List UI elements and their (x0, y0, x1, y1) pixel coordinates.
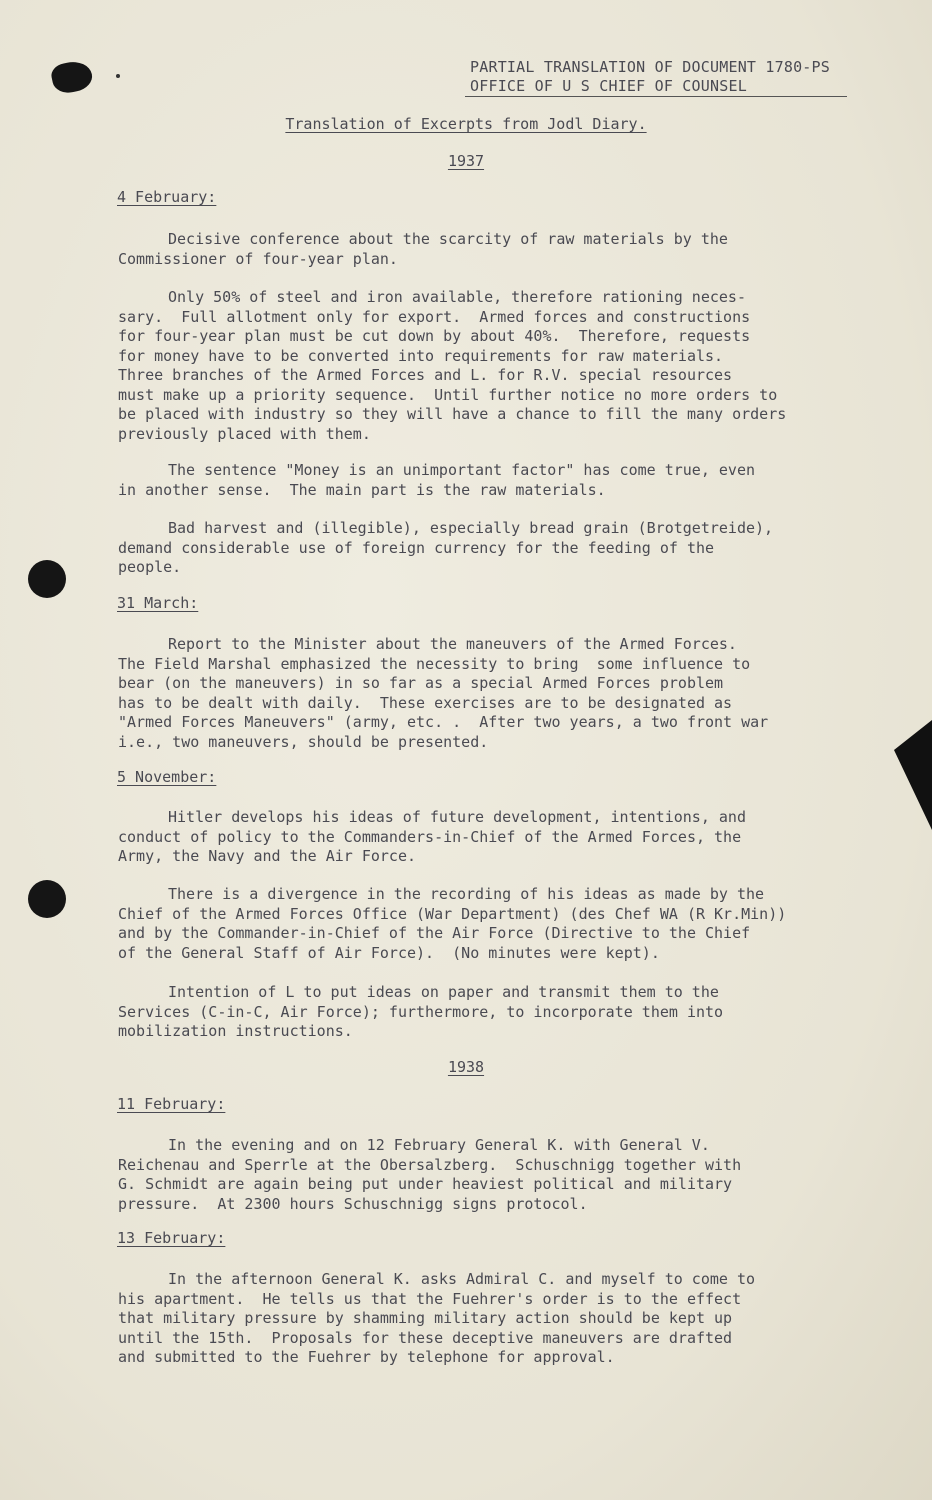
entry-paragraph: Report to the Minister about the maneuvers of the Armed Forces. The Field Marshal emphasized the necessity to bring some influence to bear (on the maneuvers) in so far as a special Armed Forces problem has to be dealt with daily. These exercises are to be designated as "Armed Forces Maneuvers" (army, etc. . After two years, a two front war i.e., two maneuvers, should be presented. (118, 635, 769, 751)
entry-paragraph: Decisive conference about the scarcity of raw materials by the Commissioner of four-year plan. (118, 230, 728, 268)
entry-date-4-february (117, 188, 216, 206)
entry-paragraph: Only 50% of steel and iron available, therefore rationing neces- sary. Full allotment only for export. Armed forces and constructions for four-year plan must be cut down by about 40%. Therefore, requests for money have to be converted into requirements for raw materials. Three branches of the Armed Forces and L. for R.V. special resources must make up a priority sequence. Until further notice no more orders to be placed with industry so they will have a chance to fill the many orders previously placed with them. (118, 288, 787, 443)
entry-date-text: 5 November: (117, 768, 217, 786)
entry-date-11-february (117, 1095, 225, 1113)
header-line-2: OFFICE OF U S CHIEF OF COUNSEL (470, 77, 747, 95)
punch-hole-mark (49, 58, 94, 96)
entry-paragraph: The sentence "Money is an unimportant factor" has come true, even in another sense. The main part is the raw materials. (118, 461, 755, 499)
entry-paragraph: In the afternoon General K. asks Admiral C. and myself to come to his apartment. He tells us that the Fuehrer's order is to the effect that military pressure by shamming military action should be kept up until the 15th. Proposals for these deceptive maneuvers are drafted and submitted to the Fuehrer by telephone for approval. (118, 1270, 755, 1366)
entry-date-text: 11 February: (117, 1095, 226, 1113)
entry-paragraph: There is a divergence in the recording of his ideas as made by the Chief of the Armed Forces Office (War Department) (des Chef WA (R Kr.Min)) and by the Commander-in-Chief of the Air Force (Directive to the Chief of the General Staff of Air Force). (No minutes were kept). (118, 885, 787, 962)
speck-mark (116, 74, 120, 78)
entry-date-text: 31 March: (117, 594, 199, 612)
entry-date-text: 4 February: (117, 188, 217, 206)
entry-date-13-february (117, 1229, 225, 1247)
document-title (0, 115, 932, 133)
year-heading-text: 1938 (447, 1058, 485, 1076)
entry-date-31-march (117, 594, 198, 612)
torn-edge-mark (894, 720, 932, 830)
entry-paragraph: Intention of L to put ideas on paper and transmit them to the Services (C-in-C, Air Force); furthermore, to incorporate them into mobilization instructions. (118, 983, 724, 1040)
header-rule (465, 96, 847, 97)
year-heading-text: 1937 (447, 152, 485, 170)
year-heading-1937 (0, 152, 932, 170)
entry-date-text: 13 February: (117, 1229, 226, 1247)
document-header (470, 58, 845, 96)
entry-paragraph: Hitler develops his ideas of future development, intentions, and conduct of policy to the Commanders-in-Chief of the Armed Forces, the Army, the Navy and the Air Force. (118, 808, 746, 865)
year-heading-1938 (0, 1058, 932, 1076)
entry-paragraph: In the evening and on 12 February General K. with General V. Reichenau and Sperrle at the Obersalzberg. Schuschnigg together with G. Schmidt are again being put under heaviest political and military pressure. At 2300 hours Schuschnigg signs protocol. (118, 1136, 742, 1213)
punch-hole (28, 880, 66, 918)
entry-date-5-november (117, 768, 216, 786)
document-title-text: Translation of Excerpts from Jodl Diary. (285, 115, 647, 133)
entry-paragraph: Bad harvest and (illegible), especially bread grain (Brotgetreide), demand considerable use of foreign currency for the feeding of the people. (118, 519, 774, 576)
header-line-1: PARTIAL TRANSLATION OF DOCUMENT 1780-PS (470, 58, 830, 76)
punch-hole (28, 560, 66, 598)
